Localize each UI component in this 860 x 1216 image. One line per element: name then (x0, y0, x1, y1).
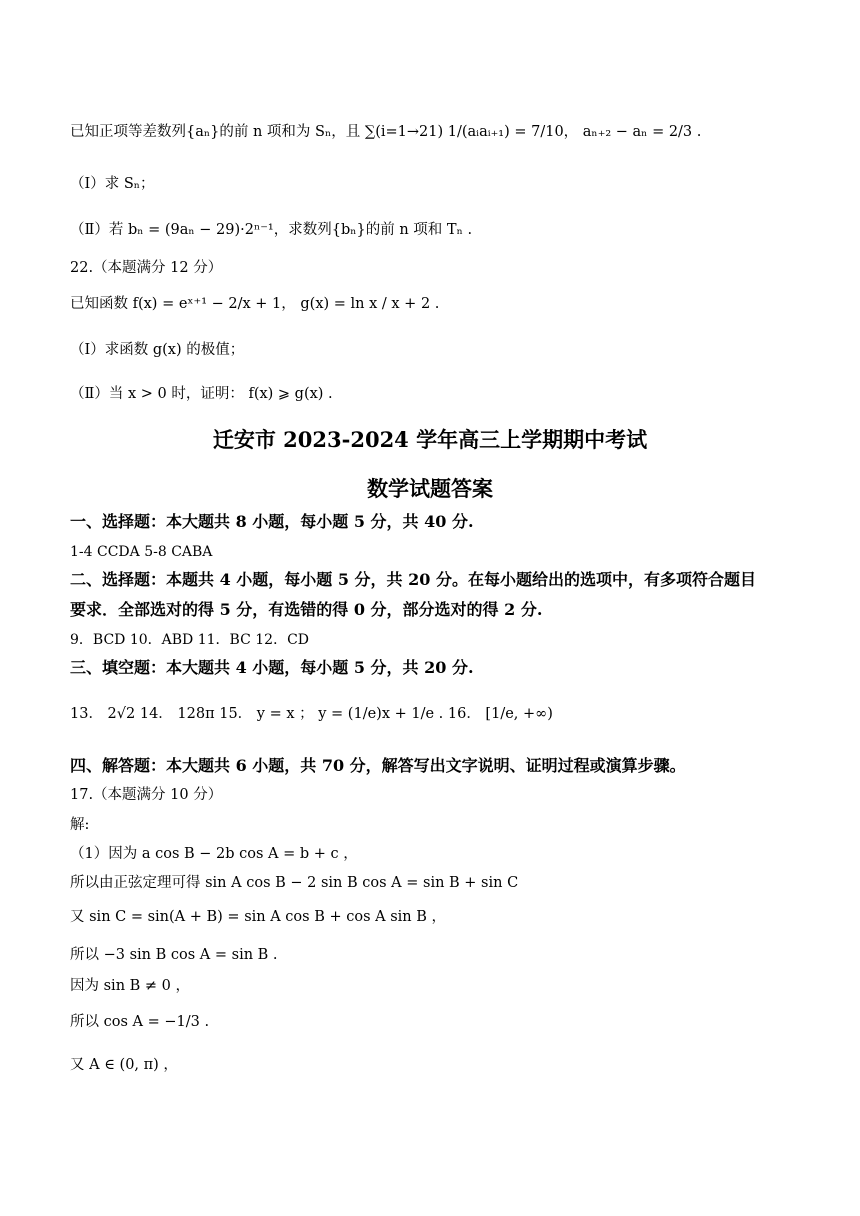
section1-answers: 1-4 CCDA 5-8 CABA (70, 544, 213, 560)
section2-heading-line1: 二、选择题：本题共 4 小题，每小题 5 分，共 20 分。在每小题给出的选项中，有多项符合题目 (70, 570, 756, 589)
problem17-header: 17.（本题满分 10 分） (70, 787, 223, 803)
section2-answers: 9．BCD 10．ABD 11．BC 12．CD (70, 632, 310, 648)
problem22-header: 22.（本题满分 12 分） (70, 260, 223, 276)
problem17-step7: 又 A ∈ (0, π) ， (70, 1057, 178, 1073)
section4-heading: 四、解答题：本大题共 6 小题，共 70 分，解答写出文字说明、证明过程或演算步骤。 (70, 756, 686, 775)
problem17-step2: 所以由正弦定理可得 sin A cos B − 2 sin B cos A = sin B + sin C (70, 875, 519, 891)
problem21-intro: 已知正项等差数列{aₙ}的前 n 项和为 Sₙ，且 ∑(i=1→21) 1/(aᵢaᵢ₊₁) = 7/10， aₙ₊₂ − aₙ = 2/3 . (70, 124, 702, 140)
problem17-step3: 又 sin C = sin(A + B) = sin A cos B + cos A sin B ， (70, 909, 446, 925)
problem17-step4: 所以 −3 sin B cos A = sin B . (70, 947, 278, 963)
answer-subtitle: 数学试题答案 (367, 476, 493, 501)
section3-answers: 13． 2√2 14． 128π 15． y = x ； y = (1/e)x + 1/e . 16． [1/e, +∞) (70, 706, 553, 722)
problem17-step6: 所以 cos A = −1/3 . (70, 1014, 210, 1030)
problem17-step5: 因为 sin B ≠ 0 ， (70, 978, 190, 994)
problem22-part1: （Ⅰ）求函数 g(x) 的极值； (70, 342, 245, 358)
problem17-jie: 解: (70, 817, 90, 833)
section3-heading: 三、填空题：本大题共 4 小题，每小题 5 分，共 20 分. (70, 658, 474, 677)
answer-title: 迁安市 2023-2024 学年高三上学期期中考试 (212, 427, 648, 452)
problem22-intro: 已知函数 f(x) = eˣ⁺¹ − 2/x + 1， g(x) = ln x / x + 2 . (70, 296, 440, 312)
problem21-part1: （Ⅰ）求 Sₙ； (70, 176, 155, 192)
problem22-part2: （Ⅱ）当 x > 0 时，证明： f(x) ⩾ g(x) . (70, 386, 333, 402)
problem17-step1: （1）因为 a cos B − 2b cos A = b + c ， (70, 846, 358, 862)
problem21-part2: （Ⅱ）若 bₙ = (9aₙ − 29)·2ⁿ⁻¹，求数列{bₙ}的前 n 项和 Tₙ . (70, 222, 473, 238)
section2-heading-line2: 要求．全部选对的得 5 分，有选错的得 0 分，部分选对的得 2 分. (70, 600, 543, 619)
section1-heading: 一、选择题：本大题共 8 小题，每小题 5 分，共 40 分. (70, 512, 474, 531)
